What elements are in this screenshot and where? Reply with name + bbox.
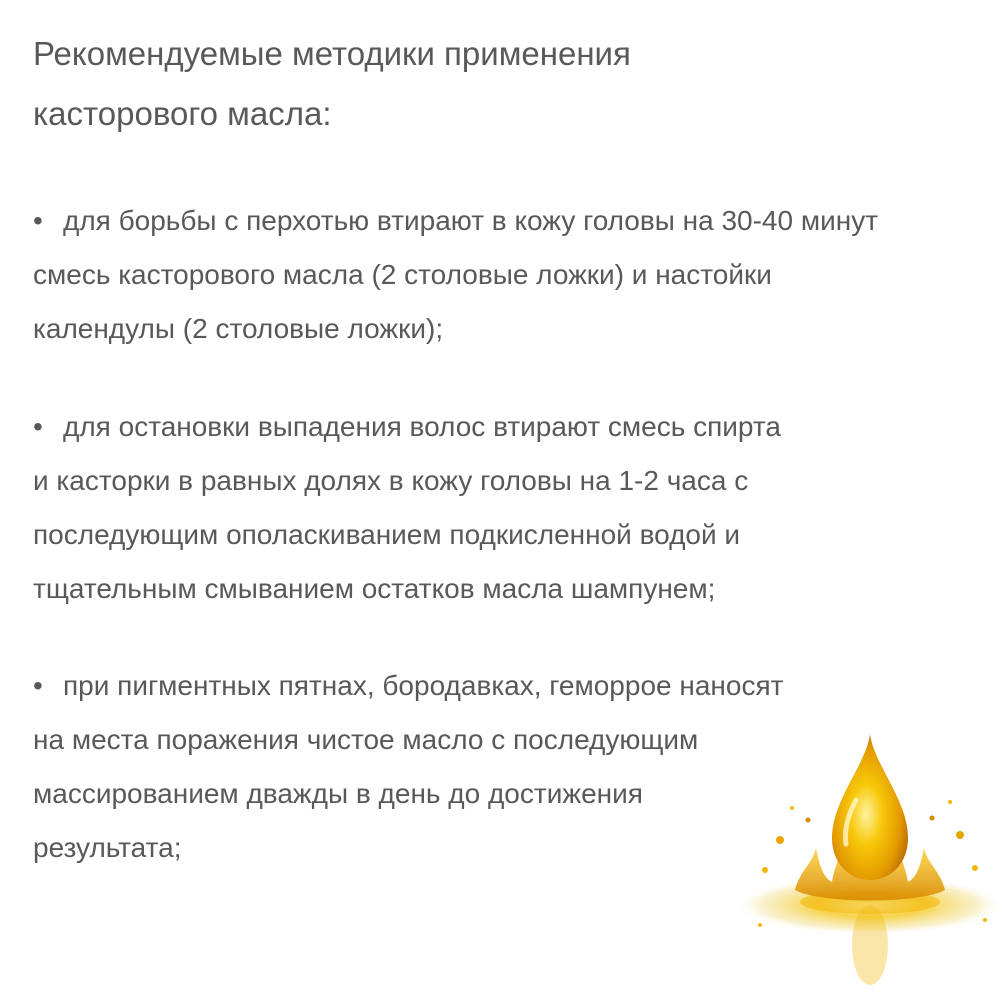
- bullet-icon: •: [33, 670, 43, 701]
- tip-line: и касторки в равных долях в кожу головы на 1-2 часа с: [33, 465, 749, 496]
- bullet-icon: •: [33, 205, 43, 236]
- page-title-line-2: касторового масла:: [33, 95, 332, 132]
- tip-line: результата;: [33, 832, 182, 863]
- tip-line: календулы (2 столовые ложки);: [33, 313, 444, 344]
- tip-line: последующим ополаскиванием подкисленной водой и: [33, 519, 741, 550]
- tip-line: [33, 400, 993, 454]
- oil-drop-splash-icon: [720, 720, 1000, 1000]
- tip-line: [33, 659, 993, 713]
- page-title: [33, 24, 933, 144]
- tip-line: на места поражения чистое масло с последующим: [33, 724, 699, 755]
- tip-text: при пигментных пятнах, бородавках, геморрое наносят: [63, 670, 784, 701]
- page-title-line-1: Рекомендуемые методики применения: [33, 35, 631, 72]
- tip-text: для борьбы с перхотью втирают в кожу головы на 30-40 минут: [63, 205, 879, 236]
- tip-dandruff: [33, 194, 993, 356]
- bullet-icon: •: [33, 411, 43, 442]
- tip-text: для остановки выпадения волос втирают смесь спирта: [63, 411, 781, 442]
- tip-line: смесь касторового масла (2 столовые ложки) и настойки: [33, 259, 772, 290]
- tip-line: [33, 194, 993, 248]
- tip-line: тщательным смыванием остатков масла шампунем;: [33, 573, 716, 604]
- tip-line: массированием дважды в день до достижения: [33, 778, 643, 809]
- tip-hair-loss: [33, 400, 993, 616]
